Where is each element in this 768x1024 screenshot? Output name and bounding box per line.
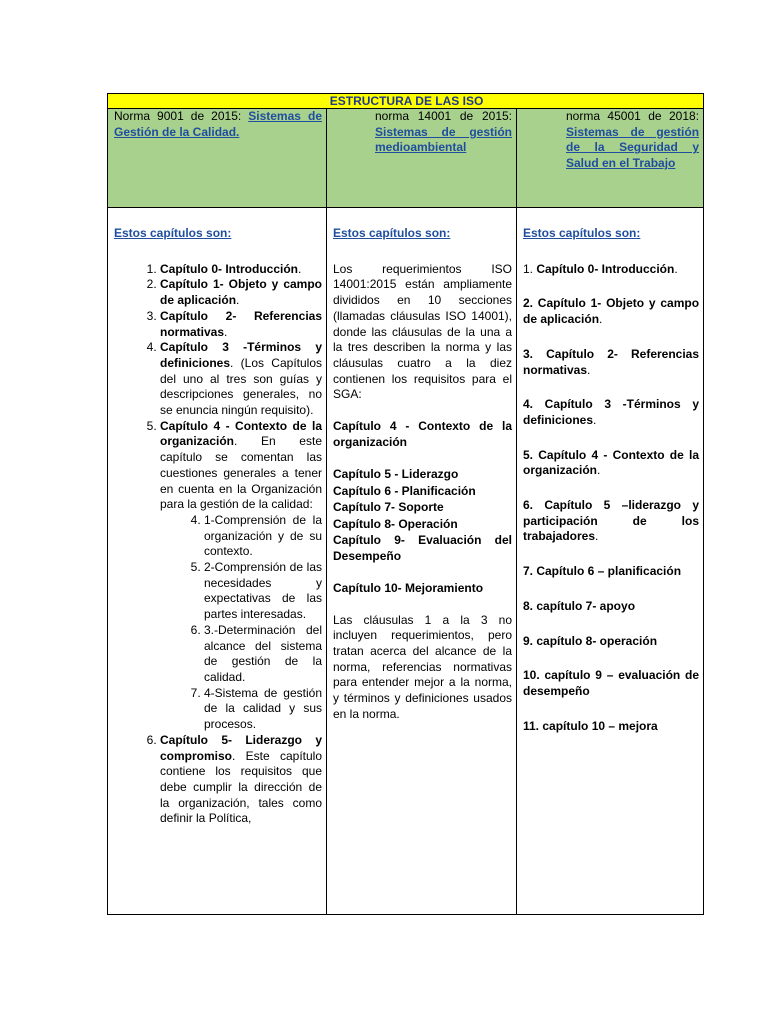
list-item: 11. capítulo 10 – mejora bbox=[523, 718, 658, 733]
column-iso-9001 bbox=[108, 208, 327, 915]
paragraph-intro-14001: Los requerimientos ISO 14001:2015 están ampliamente divididos en 10 secciones (llamadas cláusulas ISO 14001), donde las cláusulas de la una a la tres describen la norma y las cláusulas cuatro a la diez contienen los requisitos para el SGA: bbox=[333, 261, 512, 402]
list-item: 4. Capítulo 3 -Términos y definiciones. (Los Capítulos del uno al tres son guías y descripciones generales, no se enuncia ningún requisito). bbox=[160, 340, 322, 419]
cap10-14001: Capítulo 10- Mejoramiento bbox=[333, 580, 484, 595]
list-item: 8. capítulo 7- apoyo bbox=[523, 598, 636, 613]
title-row bbox=[108, 94, 704, 109]
cap9-14001: Capítulo 9- Evaluación del Desempeño bbox=[333, 533, 512, 564]
header-row bbox=[108, 109, 704, 208]
list-item: 1. Capítulo 0- Introducción. bbox=[160, 262, 322, 278]
list-item: 5. Capítulo 4 - Contexto de la organización. En este capítulo se comentan las cuestiones generales a tener en cuenta en la Organización para la gestión de la calidad: 4. 1-Comprensión de la organización y de su contexto. 5. 2-Comprensión de las necesidades y expectativas de las partes interesadas. 6. 3.-Determinación del alcance del sistema de gestión de la calidad. 7. 4-Sistema de gestión de la calidad y sus procesos. bbox=[160, 419, 322, 733]
intro-14001[interactable]: Estos capítulos son: bbox=[333, 226, 451, 240]
list-item: 6. Capítulo 5- Liderazgo y compromiso. Este capítulo contiene los requisitos que debe cumplir la dirección de la organización, tales como definir la Política, bbox=[160, 733, 322, 827]
list-item: 5. Capítulo 4 - Contexto de la organización. bbox=[523, 447, 700, 478]
column-iso-45001 bbox=[517, 208, 704, 915]
list-item: 10. capítulo 9 – evaluación de desempeño bbox=[523, 668, 700, 698]
header-45001-prefix: norma 45001 de 2018: bbox=[566, 109, 700, 123]
sub-list-item: 7. 4-Sistema de gestión de la calidad y sus procesos. bbox=[204, 686, 322, 733]
list-item: 4. Capítulo 3 -Términos y definiciones. bbox=[523, 397, 700, 427]
cap5-14001: Capítulo 5 - Liderazgo bbox=[333, 467, 459, 482]
cap6-14001: Capítulo 6 - Planificación bbox=[333, 483, 476, 498]
header-iso-14001 bbox=[327, 109, 517, 208]
list-item: 2. Capítulo 1- Objeto y campo de aplicación. bbox=[523, 296, 700, 327]
paragraph-clausulas: Las cláusulas 1 a la 3 no incluyen requerimientos, pero tratan acerca del alcance de la norma, referencias normativas para entender mejor a la norma, y términos y definiciones usados en la norma. bbox=[333, 612, 512, 721]
list-item: 2. Capítulo 1- Objeto y campo de aplicación. bbox=[160, 277, 322, 308]
intro-9001[interactable]: Estos capítulos son: bbox=[114, 226, 232, 240]
list-item: 3. Capítulo 2- Referencias normativas. bbox=[160, 309, 322, 340]
header-9001-prefix: Norma 9001 de 2015: bbox=[114, 109, 249, 123]
list-item: 1. Capítulo 0- Introducción. bbox=[523, 261, 678, 276]
list-item: 9. capítulo 8- operación bbox=[523, 633, 658, 648]
sub-list-item: 4. 1-Comprensión de la organización y de su contexto. bbox=[204, 513, 322, 560]
iso-structure-table bbox=[107, 93, 704, 915]
header-14001-prefix: norma 14001 de 2015: bbox=[375, 109, 512, 123]
header-iso-9001 bbox=[108, 109, 327, 208]
sub-list-contexto bbox=[160, 513, 322, 733]
link-9001[interactable]: Sistemas de Gestión de la Calidad. bbox=[114, 109, 322, 139]
list-item: 3. Capítulo 2- Referencias normativas. bbox=[523, 346, 700, 377]
link-14001[interactable]: Sistemas de gestión medioambiental bbox=[375, 124, 512, 155]
cap8-14001: Capítulo 8- Operación bbox=[333, 516, 458, 531]
cap7-14001: Capítulo 7- Soporte bbox=[333, 500, 444, 515]
intro-45001[interactable]: Estos capítulos son: bbox=[523, 226, 641, 240]
column-iso-14001 bbox=[327, 208, 517, 915]
link-45001[interactable]: Sistemas de gestión de la Seguridad y Salud en el Trabajo bbox=[566, 124, 700, 171]
table-title: ESTRUCTURA DE LAS ISO bbox=[108, 94, 704, 109]
sub-list-item: 6. 3.-Determinación del alcance del sistema de gestión de la calidad. bbox=[204, 623, 322, 686]
body-row bbox=[108, 208, 704, 915]
list-item: 6. Capítulo 5 –liderazgo y participación de los trabajadores. bbox=[523, 498, 700, 544]
chapter-list-9001 bbox=[114, 262, 322, 827]
cap4-14001: Capítulo 4 - Contexto de la organización bbox=[333, 419, 512, 449]
header-iso-45001 bbox=[517, 109, 704, 208]
list-item: 7. Capítulo 6 – planificación bbox=[523, 564, 682, 579]
sub-list-item: 5. 2-Comprensión de las necesidades y expectativas de las partes interesadas. bbox=[204, 560, 322, 623]
